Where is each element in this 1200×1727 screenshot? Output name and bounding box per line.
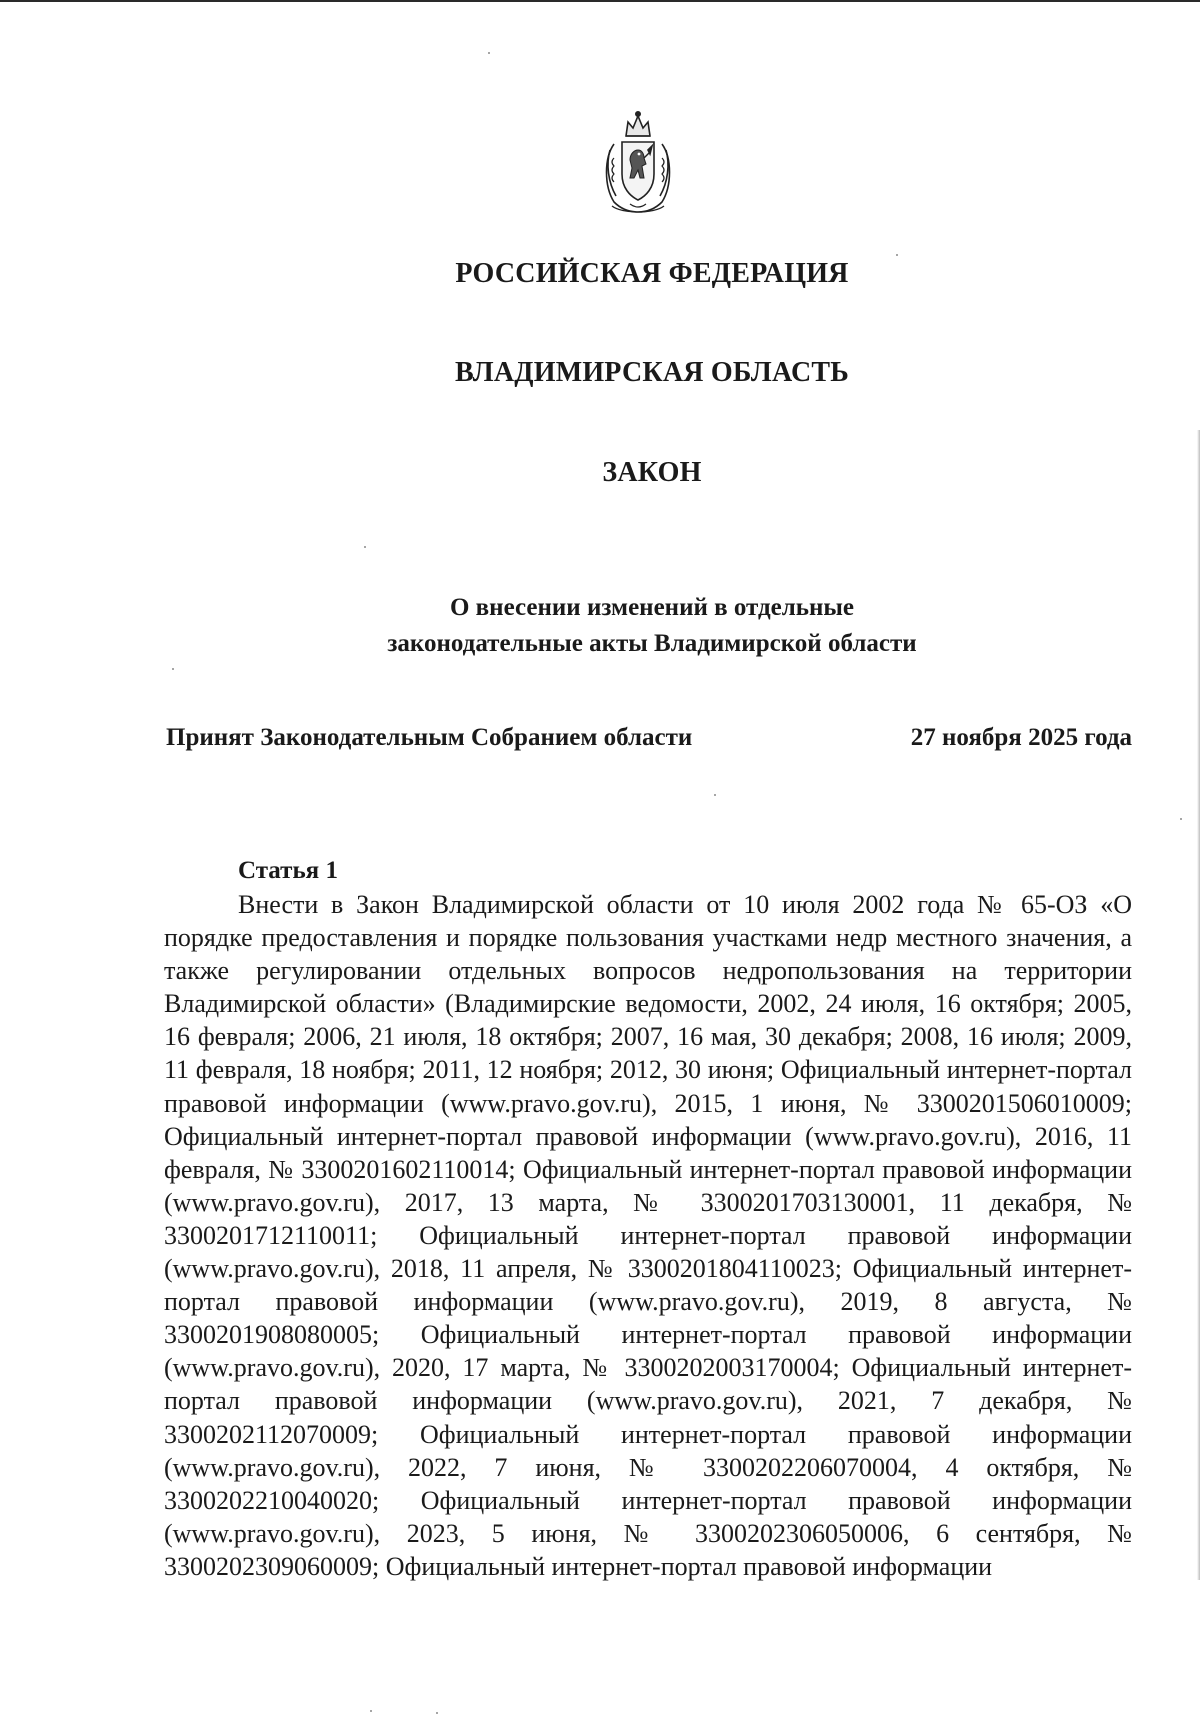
scan-speck xyxy=(1180,818,1182,820)
adoption-date: 27 ноября 2025 года xyxy=(910,724,1132,751)
scan-speck xyxy=(436,1712,438,1714)
scan-speck xyxy=(488,52,490,54)
page-top-edge xyxy=(0,0,1200,2)
scan-speck xyxy=(364,546,366,548)
scan-speck xyxy=(172,668,174,670)
region-heading: ВЛАДИМИРСКАЯ ОБЛАСТЬ xyxy=(454,357,850,388)
scan-speck xyxy=(714,794,716,796)
federation-heading: РОССИЙСКАЯ ФЕДЕРАЦИЯ xyxy=(455,258,849,289)
law-title-line-1: О внесении изменений в отдельные xyxy=(449,594,855,621)
article-1-body: Внести в Закон Владимирской области от 10 июля 2002 года № 65-ОЗ «О порядке предоставления и порядке пользования участками недр местного значения, а также регулировании отдельных вопросов недропользования на территории Владимирской области» (Владимирские ведомости, 2002, 24 июля, 16 октября; 2005, 16 февраля; 2006, 21 июля, 18 октября; 2007, 16 мая, 30 декабря; 2008, 16 июля; 2009, 11 февраля, 18 ноября; 2011, 12 ноября; 2012, 30 июня; Официальный интернет-портал правовой информации (www.pravo.gov.ru), 2015, 1 июня, № 3300201506010009; Официальный интернет-портал правовой информации (www.pravo.gov.ru), 2016, 11 февраля, № 3300201602110014; Официальный интернет-портал правовой информации (www.pravo.gov.ru), 2017, 13 марта, № 3300201703130001, 11 декабря, № 3300201712110011; Официальный интернет-портал правовой информации (www.pravo.gov.ru), 2018, 11 апреля, № 3300201804110023; Официальный интернет-портал правовой информации (www.pravo.gov.ru), 2019, 8 августа, № 3300201908080005; Официальный интернет-портал правовой информации (www.pravo.gov.ru), 2020, 17 марта, № 3300202003170004; Официальный интернет-портал правовой информации (www.pravo.gov.ru), 2021, 7 декабря, № 3300202112070009; Официальный интернет-портал правовой информации (www.pravo.gov.ru), 2022, 7 июня, № 3300202206070004, 4 октября, № 3300202210040020; Официальный интернет-портал правовой информации (www.pravo.gov.ru), 2023, 5 июня, № 3300202306050006, 6 сентября, № 3300202309060009; Официальный интернет-портал правовой информации xyxy=(164,890,1132,1581)
article-1-heading: Статья 1 xyxy=(238,857,338,884)
scan-speck xyxy=(896,254,898,256)
adoption-label: Принят Законодательным Собранием области xyxy=(166,724,693,751)
scan-speck xyxy=(370,1710,372,1712)
document-type-heading: ЗАКОН xyxy=(602,457,702,488)
vladimir-oblast-coat-of-arms-icon xyxy=(600,108,676,216)
law-title xyxy=(52,590,1200,662)
law-title-line-2: законодательные акты Владимирской области xyxy=(387,630,917,657)
